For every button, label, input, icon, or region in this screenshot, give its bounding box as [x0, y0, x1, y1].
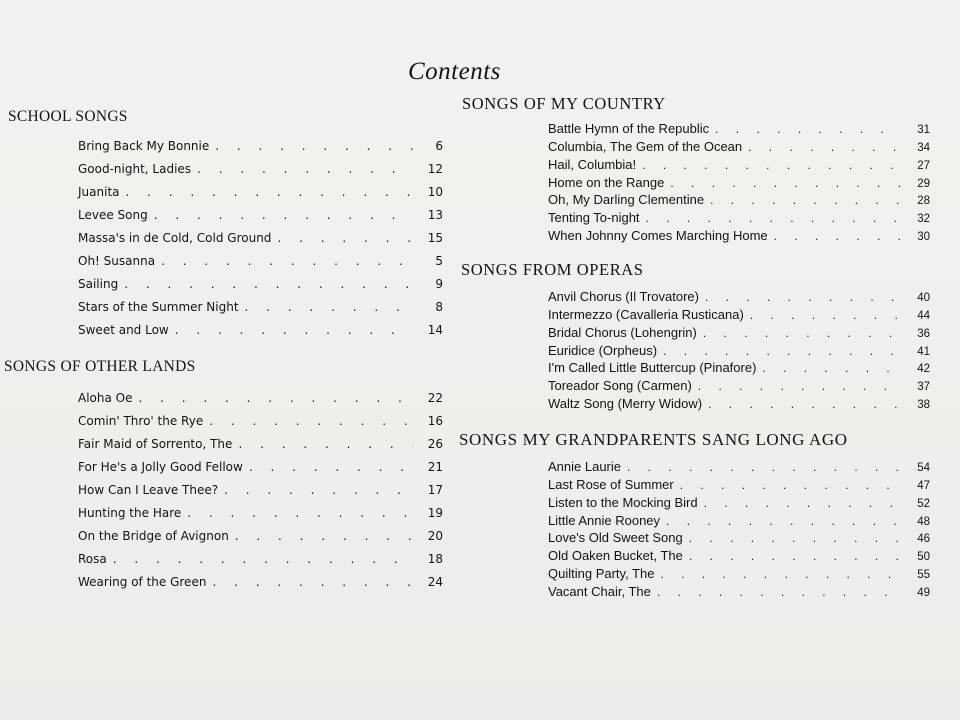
dot-leader: [666, 514, 902, 528]
toc-entry: [78, 497, 443, 520]
dot-leader: [212, 575, 413, 589]
entry-title: Listen to the Mocking Bird: [548, 494, 698, 510]
dot-leader: [715, 122, 902, 136]
entry-page-number: 20: [427, 529, 443, 543]
entry-page-number: 49: [917, 587, 930, 600]
entry-title: Sweet and Low: [78, 323, 169, 337]
entry-title: Levee Song: [78, 208, 148, 222]
entry-page-number: 55: [917, 569, 930, 582]
dot-leader: [708, 397, 902, 411]
toc-entry: [548, 340, 930, 358]
toc-entry: [548, 136, 930, 154]
entry-page-number: 16: [427, 414, 443, 428]
entry-page-number: 24: [427, 575, 443, 589]
dot-leader: [209, 414, 413, 428]
entry-title: Stars of the Summer Night: [78, 300, 239, 314]
entry-page-number: 50: [917, 551, 930, 564]
toc-entry: [548, 492, 930, 510]
dot-leader: [235, 529, 413, 543]
toc-entry: [548, 456, 930, 474]
entry-list: [455, 286, 930, 411]
toc-entry: [548, 474, 930, 492]
section-my-country: [462, 94, 930, 243]
entry-page-number: 46: [917, 533, 930, 546]
entry-page-number: 42: [917, 363, 930, 376]
dot-leader: [249, 460, 413, 474]
dot-leader: [689, 549, 902, 563]
entry-list: [0, 130, 443, 337]
entry-page-number: 8: [435, 300, 443, 314]
entry-title: Good-night, Ladies: [78, 162, 192, 176]
dot-leader: [698, 379, 902, 393]
toc-entry: [78, 245, 443, 268]
toc-entry: [78, 543, 443, 566]
dot-leader: [680, 478, 902, 492]
entry-page-number: 15: [427, 231, 443, 245]
entry-title: Hail, Columbia!: [548, 156, 637, 172]
entry-list: [455, 456, 930, 599]
entry-page-number: 52: [917, 497, 930, 510]
entry-list: [455, 118, 930, 243]
toc-entry: [548, 393, 930, 411]
toc-entry: [78, 268, 443, 291]
toc-entry: [78, 222, 443, 245]
entry-title: Bring Back My Bonnie: [78, 139, 210, 153]
entry-page-number: 10: [427, 185, 443, 199]
dot-leader: [175, 323, 413, 337]
toc-entry: [548, 225, 930, 243]
entry-page-number: 31: [917, 123, 930, 136]
entry-title: Anvil Chorus (Il Trovatore): [548, 288, 699, 304]
dot-leader: [660, 567, 902, 581]
entry-title: Annie Laurie: [548, 458, 621, 474]
toc-entry: [78, 314, 443, 337]
entry-title: Old Oaken Bucket, The: [548, 548, 683, 564]
dot-leader: [748, 140, 902, 154]
entry-page-number: 12: [427, 162, 443, 176]
entry-title: Juanita: [78, 185, 120, 199]
dot-leader: [113, 552, 413, 566]
toc-entry: [78, 153, 443, 176]
toc-entry: [548, 322, 930, 340]
entry-page-number: 36: [917, 327, 930, 340]
entry-page-number: 40: [917, 291, 930, 304]
entry-page-number: 48: [917, 515, 930, 528]
toc-entry: [548, 545, 930, 563]
entry-page-number: 37: [917, 381, 930, 394]
entry-page-number: 9: [435, 277, 443, 291]
entry-title: Massa's in de Cold, Cold Ground: [78, 231, 272, 245]
dot-leader: [762, 361, 902, 375]
entry-page-number: 21: [427, 460, 443, 474]
dot-leader: [774, 229, 902, 243]
entry-page-number: 26: [427, 437, 443, 451]
dot-leader: [154, 208, 413, 222]
dot-leader: [689, 531, 902, 545]
entry-title: Columbia, The Gem of the Ocean: [548, 138, 743, 154]
toc-entry: [548, 286, 930, 304]
toc-entry: [548, 563, 930, 581]
dot-leader: [646, 211, 902, 225]
entry-title: Intermezzo (Cavalleria Rusticana): [548, 306, 744, 322]
entry-title: Tenting To-night: [548, 210, 640, 226]
entry-title: Little Annie Rooney: [548, 512, 661, 528]
toc-entry: [548, 510, 930, 528]
dot-leader: [215, 139, 413, 153]
section-title: SONGS OF MY COUNTRY: [462, 94, 666, 113]
dot-leader: [245, 300, 413, 314]
dot-leader: [224, 483, 413, 497]
section-title: SONGS OF OTHER LANDS: [4, 358, 196, 375]
toc-entry: [78, 451, 443, 474]
toc-entry: [548, 304, 930, 322]
toc-entry: [548, 528, 930, 546]
entry-title: When Johnny Comes Marching Home: [548, 228, 768, 244]
dot-leader: [642, 158, 902, 172]
entry-title: Vacant Chair, The: [548, 584, 651, 600]
entry-page-number: 32: [917, 213, 930, 226]
entry-title: Wearing of the Green: [78, 575, 207, 589]
entry-title: Euridice (Orpheus): [548, 342, 658, 358]
toc-entry: [78, 176, 443, 199]
dot-leader: [277, 231, 413, 245]
toc-entry: [78, 130, 443, 153]
section-school-songs: [8, 108, 443, 337]
entry-page-number: 14: [427, 323, 443, 337]
entry-page-number: 18: [427, 552, 443, 566]
dot-leader: [750, 308, 902, 322]
dot-leader: [187, 506, 413, 520]
entry-title: Love's Old Sweet Song: [548, 530, 683, 546]
entry-list: [0, 382, 443, 589]
dot-leader: [126, 185, 414, 199]
section-grandparents: [459, 430, 930, 599]
entry-page-number: 47: [917, 479, 930, 492]
entry-page-number: 30: [917, 231, 930, 244]
toc-entry: [548, 375, 930, 393]
entry-title: Battle Hymn of the Republic: [548, 120, 710, 136]
toc-entry: [548, 207, 930, 225]
entry-page-number: 54: [917, 461, 930, 474]
toc-entry: [78, 474, 443, 497]
entry-title: Toreador Song (Carmen): [548, 378, 692, 394]
entry-title: Rosa: [78, 552, 107, 566]
entry-page-number: 41: [917, 345, 930, 358]
entry-page-number: 29: [917, 177, 930, 190]
dot-leader: [704, 496, 902, 510]
toc-entry: [78, 405, 443, 428]
toc-entry: [78, 199, 443, 222]
section-other-lands: [4, 358, 443, 589]
entry-page-number: 44: [917, 309, 930, 322]
dot-leader: [627, 460, 902, 474]
dot-leader: [197, 162, 413, 176]
entry-title: Fair Maid of Sorrento, The: [78, 437, 233, 451]
dot-leader: [657, 585, 902, 599]
dot-leader: [663, 344, 902, 358]
dot-leader: [710, 193, 902, 207]
toc-entry: [548, 172, 930, 190]
entry-page-number: 22: [427, 391, 443, 405]
toc-entry: [78, 520, 443, 543]
entry-title: Bridal Chorus (Lohengrin): [548, 324, 697, 340]
dot-leader: [703, 326, 902, 340]
entry-title: Waltz Song (Merry Widow): [548, 396, 703, 412]
dot-leader: [238, 437, 413, 451]
entry-page-number: 19: [427, 506, 443, 520]
entry-page-number: 34: [917, 141, 930, 154]
toc-entry: [78, 566, 443, 589]
entry-page-number: 13: [427, 208, 443, 222]
entry-page-number: 6: [435, 139, 443, 153]
entry-title: Hunting the Hare: [78, 506, 182, 520]
section-title: SONGS FROM OPERAS: [461, 260, 644, 279]
toc-entry: [78, 291, 443, 314]
entry-title: Aloha Oe: [78, 391, 133, 405]
entry-title: On the Bridge of Avignon: [78, 529, 229, 543]
toc-entry: [548, 358, 930, 376]
toc-entry: [548, 581, 930, 599]
entry-title: For He's a Jolly Good Fellow: [78, 460, 243, 474]
dot-leader: [670, 176, 902, 190]
entry-title: Sailing: [78, 277, 119, 291]
toc-entry: [548, 154, 930, 172]
dot-leader: [705, 290, 902, 304]
toc-entry: [548, 190, 930, 208]
entry-title: Comin' Thro' the Rye: [78, 414, 204, 428]
entry-title: Oh, My Darling Clementine: [548, 192, 705, 208]
entry-page-number: 28: [917, 195, 930, 208]
toc-entry: [78, 428, 443, 451]
entry-title: Home on the Range: [548, 174, 665, 190]
entry-title: Quilting Party, The: [548, 566, 655, 582]
section-operas: [461, 260, 930, 411]
entry-title: How Can I Leave Thee?: [78, 483, 219, 497]
entry-page-number: 17: [427, 483, 443, 497]
dot-leader: [139, 391, 414, 405]
toc-entry: [548, 118, 930, 136]
section-title: SCHOOL SONGS: [8, 108, 128, 125]
dot-leader: [124, 277, 413, 291]
entry-title: I'm Called Little Buttercup (Pinafore): [548, 360, 757, 376]
section-title: SONGS MY GRANDPARENTS SANG LONG AGO: [459, 430, 848, 449]
entry-title: Last Rose of Summer: [548, 476, 674, 492]
entry-page-number: 38: [917, 399, 930, 412]
dot-leader: [161, 254, 413, 268]
entry-page-number: 5: [435, 254, 443, 268]
entry-title: Oh! Susanna: [78, 254, 156, 268]
entry-page-number: 27: [917, 159, 930, 172]
page-title: Contents: [408, 58, 501, 85]
toc-entry: [78, 382, 443, 405]
